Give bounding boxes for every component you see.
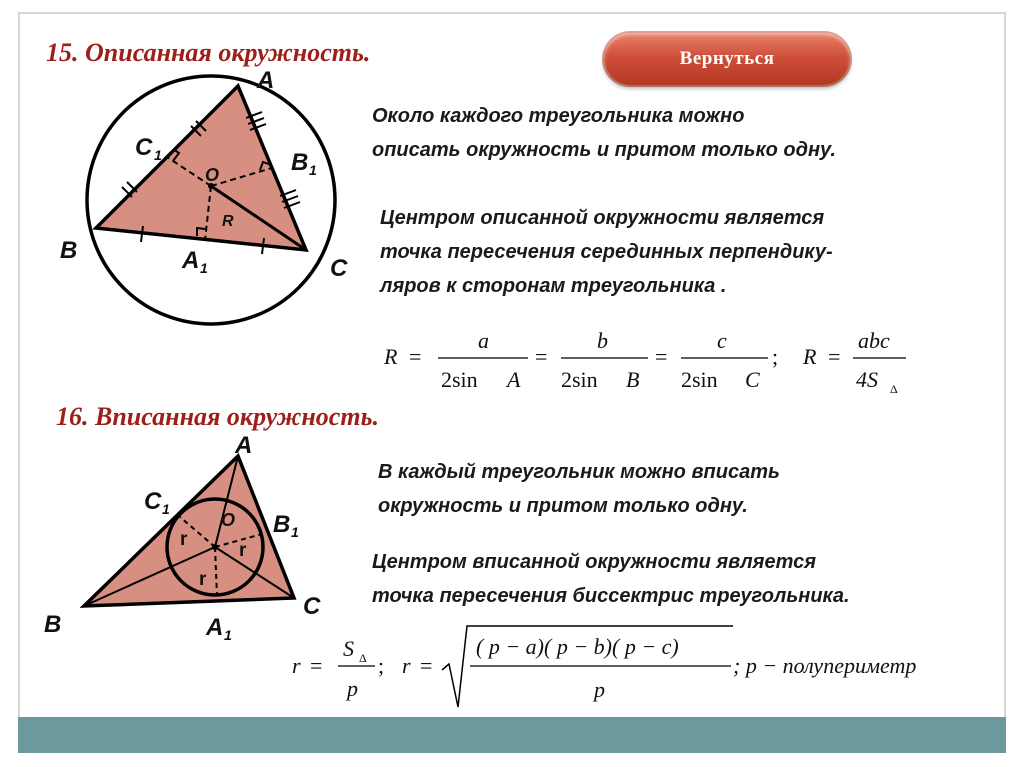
inradius-formula bbox=[292, 626, 916, 707]
statement-line: В каждый треугольник можно вписать bbox=[378, 461, 780, 483]
inradius-label: r bbox=[180, 529, 188, 550]
formula-radicand: ( p − a)( p − b)( p − c) bbox=[476, 634, 679, 659]
midpoint-label-a1-sub: 1 bbox=[200, 260, 208, 276]
formula-semiperimeter-note: ; p − полупериметр bbox=[733, 653, 917, 678]
vertex-label-c: C bbox=[303, 593, 321, 620]
circumradius-formula bbox=[383, 328, 906, 396]
formula-r: r bbox=[292, 653, 301, 678]
center-text-line: точка пересечения биссектрис треугольника. bbox=[372, 585, 850, 607]
center-text-line: Центром вписанной окружности является bbox=[372, 551, 817, 573]
inradius-label: r bbox=[199, 569, 207, 590]
formula-semicolon: ; bbox=[772, 344, 779, 369]
tangent-label-a1-sub: 1 bbox=[224, 627, 232, 643]
section-15-title: 15. Описанная окружность. bbox=[46, 38, 371, 67]
formula-equals: = bbox=[310, 653, 323, 678]
formula-den-c: C bbox=[745, 367, 760, 392]
midpoint-label-c1-sub: 1 bbox=[154, 147, 162, 163]
formula-num-s: S bbox=[343, 636, 354, 661]
tangent-label-c1: C bbox=[144, 488, 162, 515]
formula-num-c: c bbox=[717, 328, 727, 353]
formula-den-2sin: 2sin bbox=[681, 367, 718, 392]
midpoint-label-a1: A bbox=[182, 247, 200, 274]
formula-sub-triangle: Δ bbox=[890, 382, 898, 396]
formula-r: R bbox=[384, 344, 398, 369]
formula-den-p: p bbox=[594, 677, 605, 702]
midpoint-label-c1: C bbox=[135, 134, 153, 161]
formula-num-abc: abc bbox=[858, 328, 890, 353]
formula-r: R bbox=[803, 344, 817, 369]
center-text-line: ляров к сторонам треугольника . bbox=[380, 275, 727, 297]
vertex-label-a: A bbox=[257, 67, 275, 94]
tangent-label-b1: B bbox=[273, 511, 291, 538]
center-label-o: O bbox=[221, 510, 236, 530]
formula-equals: = bbox=[420, 653, 433, 678]
formula-den-4s: 4S bbox=[856, 367, 878, 392]
statement-line: Около каждого треугольника можно bbox=[372, 105, 745, 127]
formula-num-a: a bbox=[478, 328, 489, 353]
formula-den-b: B bbox=[626, 367, 640, 392]
center-label-o: O bbox=[205, 165, 220, 185]
inscribed-triangle bbox=[84, 456, 294, 606]
back-button[interactable]: Вернуться bbox=[604, 33, 850, 85]
midpoint-label-b1: B bbox=[291, 149, 309, 176]
vertex-label-b: B bbox=[44, 611, 62, 638]
radius-label-r: R bbox=[222, 213, 234, 230]
section-16-title: 16. Вписанная окружность. bbox=[56, 402, 379, 431]
inradius-label: r bbox=[239, 540, 247, 561]
inscribed-diagram bbox=[44, 432, 321, 643]
formula-sub-triangle: Δ bbox=[359, 651, 367, 665]
center-text-line: Центром описанной окружности является bbox=[380, 207, 825, 229]
midpoint-label-b1-sub: 1 bbox=[309, 162, 317, 178]
formula-semicolon: ; bbox=[378, 653, 385, 678]
formula-equals: = bbox=[828, 344, 841, 369]
vertex-label-b: B bbox=[60, 237, 78, 264]
center-text-line: точка пересечения серединных перпендику- bbox=[380, 241, 833, 263]
formula-equals: = bbox=[409, 344, 422, 369]
formula-r: r bbox=[402, 653, 411, 678]
formula-den-p: p bbox=[347, 676, 358, 701]
vertex-label-a: A bbox=[235, 432, 253, 459]
tangent-label-b1-sub: 1 bbox=[291, 524, 299, 540]
formula-den-a: A bbox=[507, 367, 521, 392]
tangent-label-a1: A bbox=[206, 614, 224, 641]
formula-equals: = bbox=[655, 344, 668, 369]
statement-line: описать окружность и притом только одну. bbox=[372, 139, 836, 161]
vertex-label-c: C bbox=[330, 255, 348, 282]
statement-line: окружность и притом только одну. bbox=[378, 495, 748, 517]
formula-num-b: b bbox=[597, 328, 608, 353]
tangent-label-c1-sub: 1 bbox=[162, 501, 170, 517]
formula-den-2sin: 2sin bbox=[561, 367, 598, 392]
formula-equals: = bbox=[535, 344, 548, 369]
formula-den-2sin: 2sin bbox=[441, 367, 478, 392]
circumscribed-diagram bbox=[60, 67, 348, 324]
incenter-point bbox=[212, 544, 218, 550]
